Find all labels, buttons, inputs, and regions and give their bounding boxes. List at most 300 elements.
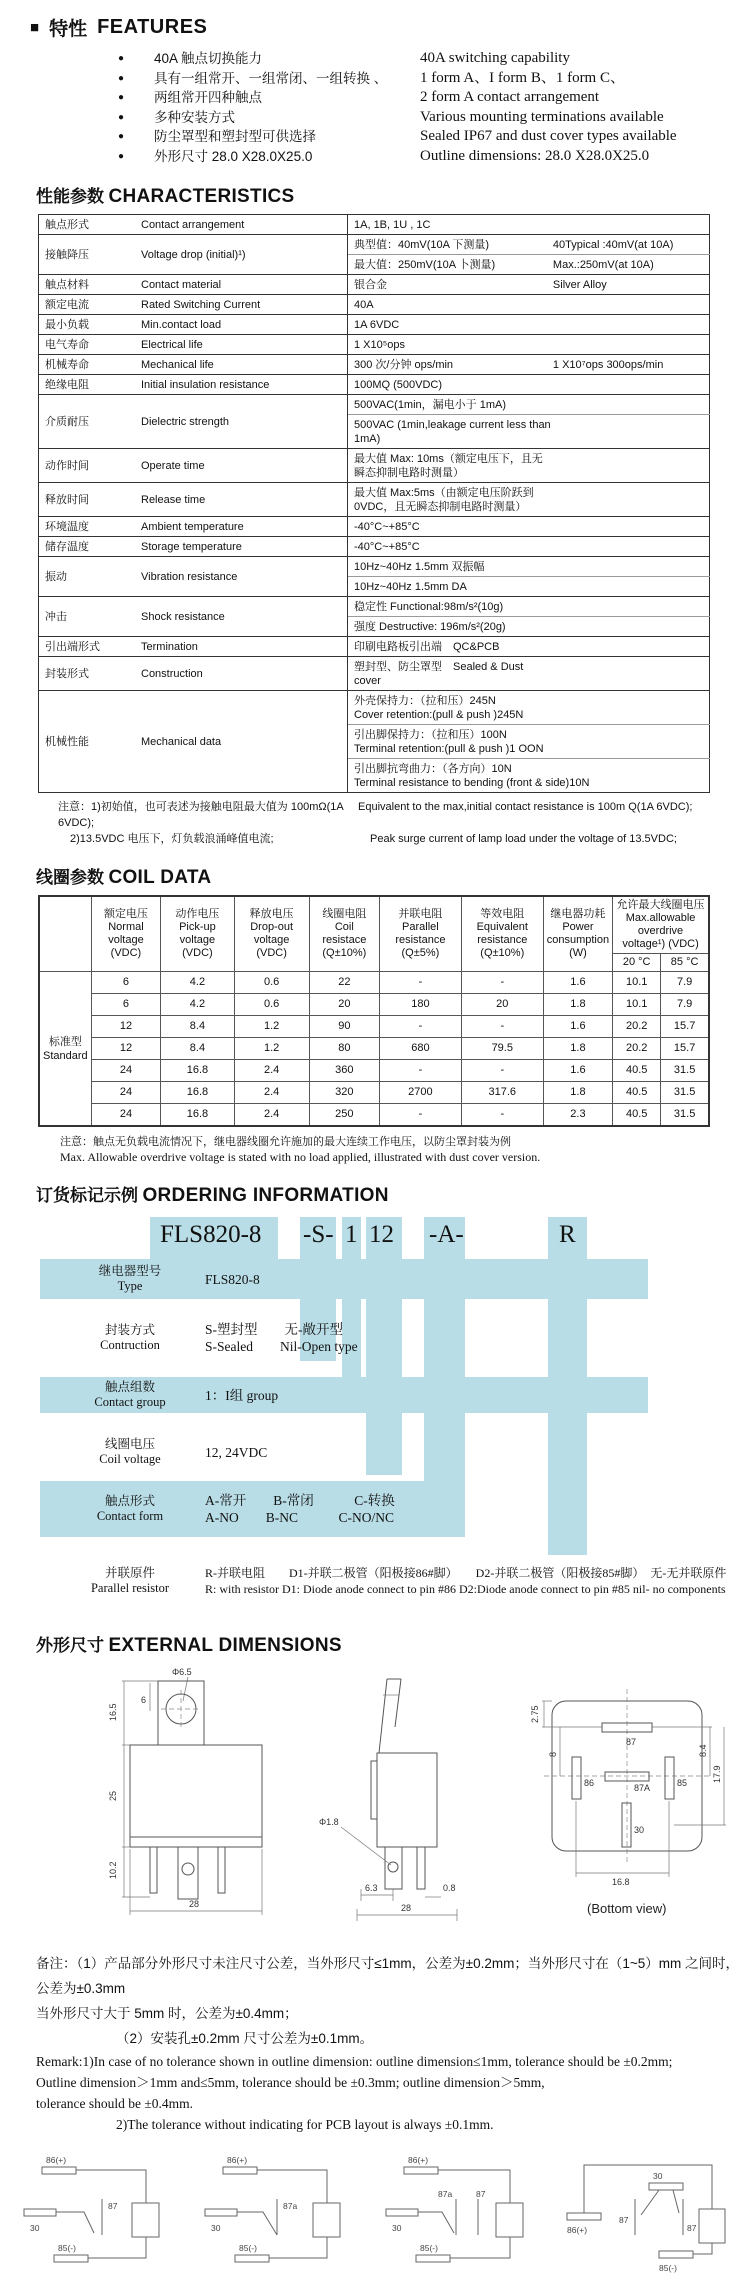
feature-cn: 具有一组常开、一组常闭、一组转换 、	[154, 70, 388, 86]
coil-cell: 10.1	[613, 994, 661, 1016]
dim-17-9: 17.9	[712, 1765, 722, 1783]
svg-text:30: 30	[30, 2223, 40, 2233]
svg-text:87a: 87a	[438, 2189, 453, 2199]
ordering-code-part: -A-	[429, 1221, 464, 1248]
char-value-cn: 10Hz~40Hz 1.5mm 双振幅	[354, 560, 485, 573]
coil-heading: 线圈参数 COIL DATA	[36, 867, 212, 888]
feature-en: 40A switching capability	[420, 50, 570, 66]
coil-cell: 10.1	[613, 972, 661, 994]
ordering-value-line: FLS820-8	[205, 1271, 260, 1287]
char-value	[348, 315, 710, 335]
char-value-cn: 银合金	[354, 278, 387, 291]
char-value-cn: 10Hz~40Hz 1.5mm DA	[354, 580, 467, 593]
dim-8: 8	[548, 1751, 558, 1757]
coil-row	[39, 994, 709, 1016]
char-value-cn: 稳定性 Functional:98m/s²(10g)	[354, 600, 504, 613]
ordering-row	[40, 1429, 648, 1475]
svg-text:85(-): 85(-)	[58, 2243, 76, 2253]
coil-row	[39, 1016, 709, 1038]
char-label-en: Min.contact load	[135, 315, 348, 335]
char-row	[39, 537, 710, 557]
char-label-cn: 动作时间	[39, 449, 136, 483]
coil-cell: 90	[309, 1016, 379, 1038]
ordering-row-value	[205, 1481, 448, 1537]
char-row	[39, 597, 710, 617]
ordering-row-value	[205, 1315, 648, 1361]
features-title-en: FEATURES	[97, 16, 208, 38]
coil-head-line: 动作电压	[175, 908, 220, 920]
feature-en: Sealed IP67 and dust cover types available	[420, 128, 677, 144]
coil-table-body	[39, 972, 709, 1127]
pin-86-label: 86	[584, 1778, 595, 1788]
schematic-form-b	[199, 2151, 367, 2275]
coil-cell: 1.8	[543, 994, 612, 1016]
ordering-row	[40, 1377, 648, 1413]
char-value-en: Max.:250mV(at 10A)	[552, 258, 654, 271]
front-view-drawing	[62, 1665, 297, 1933]
remark-line: （2）安装孔±0.2mm 尺寸公差为±0.1mm。	[116, 2031, 374, 2046]
coil-row	[39, 1104, 709, 1127]
remark-line: 当外形尺寸大于 5mm 时，公差为±0.4mm；	[36, 2006, 298, 2021]
char-value	[348, 355, 710, 375]
feature-item	[118, 69, 747, 89]
characteristics-heading: 性能参数 CHARACTERISTICS	[36, 186, 295, 207]
char-value	[348, 617, 710, 637]
bullet-icon: ●	[118, 72, 125, 84]
coil-head-sub: 20 °C	[613, 954, 661, 972]
char-value-en: Terminal retention:(pull & push )1 OON	[354, 742, 544, 755]
coil-cell: 4.2	[161, 972, 234, 994]
dim-pin-offset: 6.3	[365, 1883, 378, 1893]
dim-width: 28	[189, 1899, 200, 1909]
char-label-en: Mechanical life	[135, 355, 348, 375]
char-value	[348, 597, 710, 617]
ordering-code-part: R	[559, 1221, 576, 1248]
coil-cell: 1.6	[543, 1060, 612, 1082]
coil-cell: 2.4	[234, 1104, 309, 1127]
coil-head-cell	[91, 896, 161, 972]
coil-head-line: 并联电阻	[398, 908, 443, 920]
char-value-cn: 300 次/分钟 ops/min	[354, 358, 454, 371]
coil-cell: 24	[91, 1060, 161, 1082]
char-value	[348, 235, 710, 255]
char-value	[348, 759, 710, 793]
coil-head-line: 额定电压	[103, 908, 148, 920]
feature-en: Various mounting terminations available	[420, 108, 664, 125]
char-row	[39, 375, 710, 395]
coil-head-sub: 85 °C	[661, 954, 709, 972]
ordering-row	[40, 1259, 648, 1299]
char-label-en: Rated Switching Current	[135, 295, 348, 315]
svg-text:87: 87	[108, 2201, 118, 2211]
feature-en: 1 form A、I form B、1 form C、	[420, 69, 625, 86]
char-row	[39, 295, 710, 315]
coil-cell: -	[379, 1104, 461, 1127]
dim-pin-height: 10.2	[108, 1861, 118, 1879]
char-label-en: Electrical life	[135, 335, 348, 355]
coil-cell: -	[461, 1104, 543, 1127]
remarks-block	[36, 1951, 747, 2135]
ordering-diagram	[0, 1217, 747, 1615]
svg-text:86(+): 86(+)	[227, 2155, 248, 2165]
coil-head-line: (W)	[569, 947, 587, 959]
characteristics-table	[38, 214, 710, 793]
coil-head-line: consumption	[546, 934, 610, 946]
char-value-cn: 引出脚抗弯曲力：（各方向）10N	[354, 762, 512, 775]
feature-cn: 多种安装方式	[154, 109, 235, 125]
char-label-cn: 触点形式	[39, 215, 136, 235]
coil-head-cell	[309, 896, 379, 972]
char-value-cn: 外壳保持力：（拉和压）245N	[354, 694, 496, 707]
ordering-value-line: S-Sealed Nil-Open type	[205, 1339, 358, 1354]
svg-text:86(+): 86(+)	[46, 2155, 67, 2165]
char-row	[39, 275, 710, 295]
dimension-drawings	[62, 1665, 747, 1933]
coil-head-line: 允许最大线圈电压	[616, 899, 705, 911]
coil-cell: 16.8	[161, 1082, 234, 1104]
char-value	[348, 577, 710, 597]
ordering-row-value	[205, 1429, 648, 1475]
char-value-cn: 最大值：250mV(10A 卜测量)	[354, 258, 496, 271]
svg-text:87a: 87a	[283, 2201, 298, 2211]
feature-en: Outline dimensions: 28.0 X28.0X25.0	[420, 147, 650, 164]
pin-87-label: 87	[626, 1737, 637, 1747]
coil-cell: 20.2	[613, 1038, 661, 1060]
char-value	[348, 275, 710, 295]
feature-item	[118, 108, 747, 128]
coil-cell: 1.8	[543, 1038, 612, 1060]
char-value-cn: 印刷电路板引出端 QC&PCB	[354, 640, 500, 653]
coil-head-cell	[161, 896, 234, 972]
ordering-row-label	[54, 1264, 206, 1294]
char-row	[39, 637, 710, 657]
coil-cell: 20	[461, 994, 543, 1016]
char-value	[348, 215, 710, 235]
characteristics-notes	[58, 799, 747, 847]
coil-head-line: 继电器功耗	[550, 908, 606, 920]
coil-head-line: (Q±10%)	[322, 947, 367, 959]
char-value-cn: 塑封型、防尘罩型 Sealed & Dust cover	[354, 660, 524, 687]
coil-head-line: Drop-out voltage	[250, 921, 294, 946]
coil-head-line: voltage¹) (VDC)	[622, 938, 699, 950]
coil-cell: 8.4	[161, 1038, 234, 1060]
coil-cell: 6	[91, 994, 161, 1016]
bullet-icon: ●	[118, 131, 125, 142]
bullet-icon: ●	[118, 53, 125, 64]
char-label-cn: 触点材料	[39, 275, 136, 295]
coil-cell: 7.9	[661, 994, 709, 1016]
char-value-en: 1 X10⁷ops 300ops/min	[552, 358, 664, 371]
coil-cell: 7.9	[661, 972, 709, 994]
char-value	[348, 295, 710, 315]
features-heading	[30, 14, 747, 41]
svg-text:85(-): 85(-)	[659, 2263, 677, 2273]
ordering-value-line: A-常开 B-常闭 C-转换	[205, 1493, 395, 1508]
coil-cell: 40.5	[613, 1082, 661, 1104]
feature-cn: 外形尺寸 28.0 X28.0X25.0	[154, 148, 313, 164]
char-label-en: Initial insulation resistance	[135, 375, 348, 395]
char-label-cn: 振动	[39, 557, 136, 597]
coil-head-line: (Q±5%)	[401, 947, 440, 959]
coil-cell: -	[461, 1060, 543, 1082]
ordering-label-cn: 并联原件	[104, 1566, 155, 1580]
coil-table	[38, 895, 710, 1127]
char-label-cn: 环境温度	[39, 517, 136, 537]
char-value-en: Silver Alloy	[552, 278, 607, 291]
coil-cell: 24	[91, 1104, 161, 1127]
coil-cell: 360	[309, 1060, 379, 1082]
note-en: Peak surge current of lamp load under the voltage of 13.5VDC;	[370, 833, 677, 845]
ordering-label-cn: 线圈电压	[104, 1437, 155, 1451]
char-label-cn: 引出端形式	[39, 637, 136, 657]
remark-line: tolerance should be ±0.4mm.	[36, 2096, 193, 2111]
char-value-cn: 强度 Destructive: 196m/s²(20g)	[354, 620, 506, 633]
char-value-cn: 100MQ (500VDC)	[354, 378, 443, 391]
ordering-row-label	[54, 1380, 206, 1410]
bottom-view-drawing	[494, 1665, 744, 1933]
svg-text:87: 87	[619, 2215, 629, 2225]
char-value	[348, 335, 710, 355]
dim-hole: Φ6.5	[172, 1667, 192, 1677]
char-label-cn: 最小负载	[39, 315, 136, 335]
char-value-en: 40Typical :40mV(at 10A)	[552, 238, 674, 251]
features-list	[118, 49, 747, 166]
coil-head-cell	[379, 896, 461, 972]
coil-cell: 320	[309, 1082, 379, 1104]
char-row	[39, 449, 710, 483]
coil-head-line: (VDC)	[182, 947, 213, 959]
feature-item	[118, 49, 747, 69]
char-value-cn: -40°C~+85°C	[354, 540, 420, 553]
char-value-cn: 500VAC (1min,leakage current less than 1mA)	[354, 418, 551, 445]
coil-cell: 16.8	[161, 1060, 234, 1082]
svg-text:87: 87	[687, 2223, 697, 2233]
coil-cell: 250	[309, 1104, 379, 1127]
char-label-en: Operate time	[135, 449, 348, 483]
note-row	[58, 799, 747, 831]
coil-cell: 31.5	[661, 1104, 709, 1127]
svg-text:30: 30	[653, 2171, 663, 2181]
char-value-cn: 引出脚保持力：（拉和压）100N	[354, 728, 507, 741]
char-label-en: Contact arrangement	[135, 215, 348, 235]
schematic-form-c	[380, 2151, 548, 2275]
ordering-value-line: R-并联电阻 D1-并联二极管（阳极接86#脚） D2-并联二极管（阳极接85#脚） 无-无并联原件	[205, 1566, 727, 1580]
coil-cell: 1.6	[543, 972, 612, 994]
coil-cell: 2700	[379, 1082, 461, 1104]
remark-line: Remark:1)In case of no tolerance shown in outline dimension: outline dimension≤1mm, tolerance should be ±0.2mm;	[36, 2054, 673, 2069]
coil-head-line: Pick-up voltage	[179, 921, 216, 946]
char-label-en: Vibration resistance	[135, 557, 348, 597]
coil-cell: 1.2	[234, 1038, 309, 1060]
char-label-en: Dielectric strength	[135, 395, 348, 449]
feature-cn: 40A 触点切换能力	[154, 51, 263, 66]
ordering-row-value	[205, 1259, 648, 1299]
dimensions-heading: 外形尺寸 EXTERNAL DIMENSIONS	[36, 1635, 342, 1656]
feature-cn: 防尘罩型和塑封型可供选择	[154, 129, 316, 144]
dim-pin-thickness: 0.8	[443, 1883, 456, 1893]
char-row	[39, 517, 710, 537]
coil-head-line: 释放电压	[249, 908, 294, 920]
remark-line: 2)The tolerance without indicating for PCB layout is always ±0.1mm.	[116, 2117, 494, 2132]
coil-head-blank	[39, 896, 91, 972]
coil-cell: -	[461, 1016, 543, 1038]
coil-cell: 15.7	[661, 1038, 709, 1060]
char-label-en: Ambient temperature	[135, 517, 348, 537]
coil-cell: 24	[91, 1082, 161, 1104]
dim-body-height: 25	[108, 1790, 118, 1801]
coil-cell: 12	[91, 1016, 161, 1038]
ordering-label-en: Contruction	[100, 1338, 160, 1352]
char-label-en: Contact material	[135, 275, 348, 295]
char-value	[348, 517, 710, 537]
feature-item	[118, 127, 747, 147]
char-value-en: Terminal resistance to bending (front & side)10N	[354, 776, 590, 789]
char-value-cn: 1 X10⁵ops	[354, 338, 406, 351]
note-row	[58, 831, 747, 847]
ordering-row-label	[54, 1494, 206, 1524]
coil-head-row	[39, 896, 709, 954]
char-label-en: Mechanical data	[135, 691, 348, 793]
char-value	[348, 557, 710, 577]
ordering-code-part: 12	[369, 1221, 394, 1248]
coil-head-line: 等效电阻	[480, 908, 525, 920]
coil-cell: 0.6	[234, 994, 309, 1016]
coil-cell: 12	[91, 1038, 161, 1060]
char-row	[39, 215, 710, 235]
ordering-value-line: R: with resistor D1: Diode anode connect to pin #86 D2:Diode anode connect to pin #85 nil- no components	[205, 1582, 726, 1596]
char-row	[39, 657, 710, 691]
coil-cell: -	[461, 972, 543, 994]
char-label-en: Construction	[135, 657, 348, 691]
svg-text:85(-): 85(-)	[420, 2243, 438, 2253]
coil-cell: 2.3	[543, 1104, 612, 1127]
ordering-row-value	[205, 1377, 648, 1413]
coil-row-label-cn: 标准型	[48, 1035, 82, 1048]
dim-pin-diameter: Φ1.8	[319, 1817, 339, 1827]
coil-head-line: (VDC)	[110, 947, 142, 959]
ordering-value-line: A-NO B-NC C-NO/NC	[205, 1510, 394, 1525]
char-row	[39, 691, 710, 725]
note-cn: 注意：1)初始值，也可表述为接触电阻最大值为 100mΩ(1A 6VDC);	[58, 801, 344, 829]
coil-head-line: Parallel resistance	[395, 921, 446, 946]
ordering-label-en: Contact group	[94, 1395, 166, 1409]
remark-line: Outline dimension＞1mm and≤5mm, tolerance should be ±0.3mm; outline dimension＞5mm,	[36, 2075, 545, 2090]
char-value-en: Cover retention:(pull & push )245N	[354, 708, 524, 721]
char-label-en: Termination	[135, 637, 348, 657]
coil-cell: 1.6	[543, 1016, 612, 1038]
char-label-cn: 额定电流	[39, 295, 136, 315]
ordering-label-cn: 继电器型号	[98, 1264, 162, 1278]
ordering-row	[40, 1315, 648, 1361]
coil-row	[39, 972, 709, 994]
coil-cell: 8.4	[161, 1016, 234, 1038]
char-value	[348, 725, 710, 759]
note-cn: 2)13.5VDC 电压下，灯负载浪涌峰值电流;	[70, 833, 274, 845]
coil-head-line: Equivalent	[476, 921, 528, 933]
coil-head-line: (Q±10%)	[480, 947, 525, 959]
ordering-code-part: -S-	[303, 1221, 334, 1248]
char-value	[348, 537, 710, 557]
ordering-label-en: Type	[117, 1279, 143, 1293]
char-value	[348, 375, 710, 395]
ordering-label-cn: 触点形式	[104, 1494, 155, 1508]
coil-head-line: resistance	[477, 934, 528, 946]
feature-item	[118, 88, 747, 108]
char-value	[348, 691, 710, 725]
coil-cell: 31.5	[661, 1082, 709, 1104]
pin-30-label: 30	[634, 1825, 645, 1835]
ordering-label-cn: 封装方式	[104, 1323, 155, 1337]
coil-cell: 680	[379, 1038, 461, 1060]
char-row	[39, 315, 710, 335]
char-label-en: Release time	[135, 483, 348, 517]
char-value-cn: 最大值 Max:5ms（由额定电压阶跃到 0VDC，且无瞬态抑制电路时测量）	[354, 486, 534, 513]
features-title-cn: 特性	[49, 19, 88, 40]
char-label-en: Storage temperature	[135, 537, 348, 557]
char-row	[39, 557, 710, 577]
coil-cell: 16.8	[161, 1104, 234, 1127]
ordering-value-line: S-塑封型 无-敞开型	[205, 1322, 343, 1337]
char-value	[348, 449, 710, 483]
char-value	[348, 395, 710, 415]
ordering-value-line: 1：I组 group	[205, 1387, 279, 1403]
coil-head-cell	[613, 896, 709, 954]
coil-cell: 6	[91, 972, 161, 994]
svg-text:86(+): 86(+)	[408, 2155, 429, 2165]
coil-cell: -	[379, 1016, 461, 1038]
dim-16-8: 16.8	[612, 1877, 630, 1887]
char-value	[348, 483, 710, 517]
char-label-cn: 封装形式	[39, 657, 136, 691]
char-label-cn: 电气寿命	[39, 335, 136, 355]
dim-2-75: 2.75	[530, 1705, 540, 1723]
coil-cell: 180	[379, 994, 461, 1016]
coil-cell: 40.5	[613, 1104, 661, 1127]
ordering-code-part: 1	[345, 1221, 358, 1248]
char-row	[39, 483, 710, 517]
coil-cell: 40.5	[613, 1060, 661, 1082]
char-row	[39, 355, 710, 375]
coil-cell: -	[379, 1060, 461, 1082]
char-row	[39, 335, 710, 355]
coil-head-cell	[234, 896, 309, 972]
ordering-row-label	[54, 1566, 206, 1596]
ordering-row	[40, 1481, 448, 1537]
coil-head-line: Power	[562, 921, 594, 933]
coil-cell: 4.2	[161, 994, 234, 1016]
char-label-cn: 释放时间	[39, 483, 136, 517]
dim-tab-height: 16.5	[108, 1703, 118, 1721]
svg-text:86(+): 86(+)	[567, 2225, 588, 2235]
char-value-cn: 1A, 1B, 1U , 1C	[354, 218, 431, 231]
ordering-row	[40, 1553, 747, 1609]
side-view-drawing	[313, 1665, 478, 1933]
coil-cell: 22	[309, 972, 379, 994]
coil-head-line: Max.allowable overdrive	[625, 912, 696, 937]
char-label-en: Shock resistance	[135, 597, 348, 637]
coil-cell: 79.5	[461, 1038, 543, 1060]
pin-87a-label: 87A	[634, 1783, 651, 1793]
characteristics-table-body	[39, 215, 710, 793]
char-value	[348, 657, 710, 691]
remark-line: 备注：（1）产品部分外形尺寸未注尺寸公差，当外形尺寸≤1mm，公差为±0.2mm；当外形尺寸在（1~5）mm 之间时，公差为±0.3mm	[36, 1956, 739, 1996]
dim-8-4: 8.4	[698, 1744, 708, 1757]
coil-table-head	[39, 896, 709, 972]
coil-cell: 317.6	[461, 1082, 543, 1104]
char-label-cn: 介质耐压	[39, 395, 136, 449]
coil-head-line: Normal voltage	[108, 921, 144, 946]
svg-text:87: 87	[476, 2189, 486, 2199]
